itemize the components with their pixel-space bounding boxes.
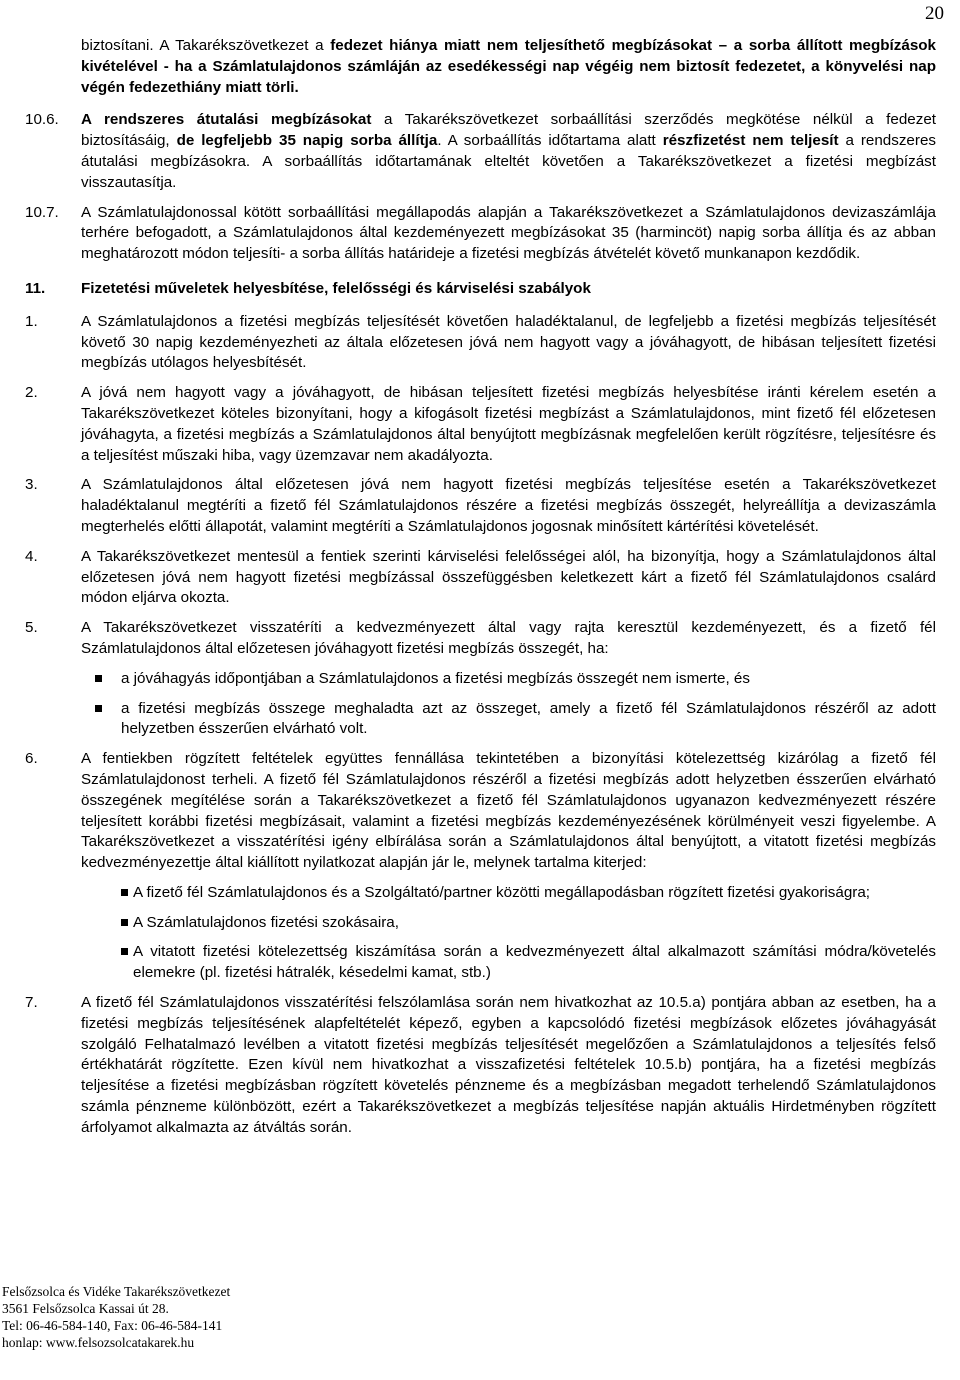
list-item (25, 312, 936, 374)
bullet-item (81, 913, 936, 934)
text: . A sorbaállítás időtartama alatt (437, 132, 663, 150)
bullet-item (81, 942, 936, 984)
document-body (25, 36, 937, 1139)
item-number: 4. (25, 547, 38, 565)
item-text: A Számlatulajdonos által előzetesen jóvá nem hagyott fizetési megbízás teljesítése esetén a Takarékszövetkezet haladéktalanul megtéríti a fizető fél Számlatulajdonos részére a fizetési megbízás összegét, helyreállítja a devizaszámla megterhelés előtti állapotát, valamint megtéríti a Számlatulajdonos jogosnak minősített kártérítési követelését. (81, 476, 936, 535)
square-bullet-icon (95, 705, 102, 712)
intro-text: biztosítani. A Takarékszövetkezet a (81, 37, 331, 54)
item-number: 1. (25, 312, 38, 330)
item-text: A Takarékszövetkezet visszatéríti a kedvezményezett által vagy rajta keresztül kezdeményezett, és a fizető fél Számlatulajdonos által előzetesen jóváhagyott fizetési megbízás összegét, ha: (81, 619, 936, 657)
square-bullet-icon (121, 948, 128, 955)
item-text: A Takarékszövetkezet mentesül a fentiek szerinti kárviselési felelősségei alól, ha bizonyítja, hogy a Számlatulajdonos által előzetesen jóvá nem hagyott fizetési megbízással összefüggésben keletkezett kárt a fizető fél Számlatulajdonos csalárd módon eljárva okozta. (81, 547, 936, 607)
bullet-item (81, 669, 936, 690)
bold-text: A rendszeres átutalási megbízásokat (81, 111, 372, 129)
bullet-text: A fizető fél Számlatulajdonos és a Szolgáltató/partner közötti megállapodásban rögzített fizetési gyakoriságra; (133, 883, 871, 901)
item-text: A fizető fél Számlatulajdonos visszatérítési felszólamlása során nem hivatkozhat az 10.5.a) pontjára abban az esetben, ha a fizetési megbízás teljesítésének alapfeltételét képező, egyben a kapcsolódó fizetési megbízások előzetes jóváhagyását szolgáló Felhatalmazó levélben a vitatott fizetési megbízás teljesítését megelőzően a Számlatulajdonos a teljesítés felső értékhatárát rögzítette. Ezen kívül nem hivatkozhat a visszafizetési feltételek 10.5.b) pontjára, ha a fizetési megbízás teljesítése a fizetési megbízásban rögzített követelés pénzneme és a megbízásban megadott terhelendő Számlatulajdonos számla pénzneme különbözött, ezért a Takarékszövetkezet a megbízás teljesítése napján aktuális Hirdetményben rögzített árfolyamot alkalmazta az átváltás során. (81, 994, 936, 1136)
list-item (25, 749, 936, 874)
footer-phone-fax: Tel: 06-46-584-140, Fax: 06-46-584-141 (2, 1318, 223, 1333)
intro-paragraph (81, 36, 936, 98)
square-bullet-icon (121, 919, 128, 926)
square-bullet-icon (121, 889, 128, 896)
section-10-6 (25, 110, 937, 193)
section-10-6-text (81, 110, 936, 193)
section-10-7 (25, 203, 936, 265)
list-item (25, 475, 936, 537)
bold-text: de legfeljebb 35 napig sorba állítja (176, 132, 438, 150)
item-text: A jóvá nem hagyott vagy a jóváhagyott, de hibásan teljesített fizetési megbízás helyesbítése iránti kérelem esetén a Takarékszövetkezet köteles bizonyítani, hogy a kifogásolt fizetési megbízást a Számlatulajdonos, mint fizető fél előzetesen jóváhagyta, a fizetési megbízás a Számlatulajdonos által benyújtott megbízásnak megfelelően került rögzítésre, teljesítésre és a teljesítést műszaki hiba, vagy üzemzavar nem akadályozta. (81, 384, 936, 464)
item-number: 7. (25, 994, 38, 1012)
footer (2, 1283, 230, 1351)
section-10-7-text: A Számlatulajdonossal kötött sorbaállítási megállapodás alapján a Takarékszövetkezet a Számlatulajdonos devizaszámlája terhére befogadott, a Számlatulajdonos által kezdeményezett megbízásokat 35 (harmincöt) napig sorba állítja és az abban meghatározott módon teljesíti- a sorba állítás határideje a fizetési megbízás átvételét követő munkanapon kezdődik. (81, 203, 936, 263)
bullet-item (81, 699, 936, 741)
footer-website: honlap: www.felsozsolcatakarek.hu (2, 1335, 195, 1350)
bold-text: részfizetést nem teljesít (662, 132, 839, 150)
list-item (25, 383, 936, 466)
bullet-text: A Számlatulajdonos fizetési szokásaira, (133, 913, 399, 931)
section-title: Fizetetési műveletek helyesbítése, felelősségi és kárviselési szabályok (81, 279, 591, 297)
bullet-text: a fizetési megbízás összege meghaladta azt az összeget, amely a fizető fél Számlatulajdonos részéről az adott helyzetben ésszerűen elvárható volt. (121, 699, 936, 738)
bullet-text: a jóváhagyás időpontjában a Számlatulajdonos a fizetési megbízás összegét nem ismerte, és (121, 669, 750, 687)
section-11-heading (25, 279, 936, 300)
bullet-item (81, 883, 936, 904)
item-number: 2. (25, 384, 38, 402)
item-number: 3. (25, 476, 38, 494)
item-6-bullet-list (81, 883, 936, 984)
square-bullet-icon (95, 675, 102, 682)
intro-bold-text: fedezet hiánya miatt nem teljesíthető megbízásokat – a sorba állított megbízások kivételével - ha a Számlatulajdonos számláján az esedékességi nap végéig nem biztosít fedezetet, a könyvelési nap végén fedezethiány miatt törli. (81, 37, 936, 96)
item-text: A Számlatulajdonos a fizetési megbízás teljesítését követően haladéktalanul, de legfeljebb a fizetési megbízás teljesítését követő 30 napig kezdeményezheti az általa előzetesen jóvá nem hagyott vagy a jóváhagyott, de hibásan teljesített fizetési megbízás utólagos helyesbítését. (81, 312, 936, 372)
list-item (25, 618, 936, 660)
section-number: 10.6. (25, 111, 59, 129)
text: a rendszeres átutalási megbízásokra. A sorbaállítás időtartamának elteltét követően a Takarékszövetkezet a fizetési megbízást visszautasítja. (81, 132, 936, 191)
list-item (25, 993, 936, 1139)
bullet-text: A vitatott fizetési kötelezettség kiszámítása során a kedvezményezett által alkalmazott számítási módra/követelés elemekre (pl. fizetési hátralék, késedelmi kamat, stb.) (133, 943, 936, 982)
section-number: 11. (25, 279, 46, 297)
page-number: 20 (925, 3, 944, 24)
item-number: 5. (25, 619, 38, 637)
footer-company-name: Felsőzsolca és Vidéke Takarékszövetkezet (2, 1284, 231, 1299)
text: a Takarékszövetkezet sorbaállítási szerződés megkötése nélkül a fedezet biztosításáig, (81, 111, 937, 150)
list-item (25, 547, 936, 609)
item-text: A fentiekben rögzített feltételek együttes fennállása tekintetében a bizonyítási kötelezettség kizárólag a fizető fél Számlatulajdonost terheli. A fizető fél Számlatulajdonos részéről a fizetési megbízás adott helyzetben ésszerűen elvárható összegének megítélése során a Takarékszövetkezet a fizető fél Számlatulajdonos ugyanazon kedvezményezett részére teljesített korábbi fizetési megbízásait, valamint a fizetési megbízás kezdeményezésének körülményeit veszi figyelembe. A Takarékszövetkezet a visszatérítési igény elbírálása során a Számlatulajdonos által benyújtott, a vitatott fizetési megbízás kedvezményezettje által kiállított nyilatkozat alapján jár le, melynek tartalma kiterjed: (81, 750, 936, 872)
item-5-bullet-list (81, 669, 936, 740)
footer-address: 3561 Felsőzsolca Kassai út 28. (2, 1301, 169, 1316)
section-number: 10.7. (25, 203, 59, 221)
item-number: 6. (25, 750, 38, 768)
